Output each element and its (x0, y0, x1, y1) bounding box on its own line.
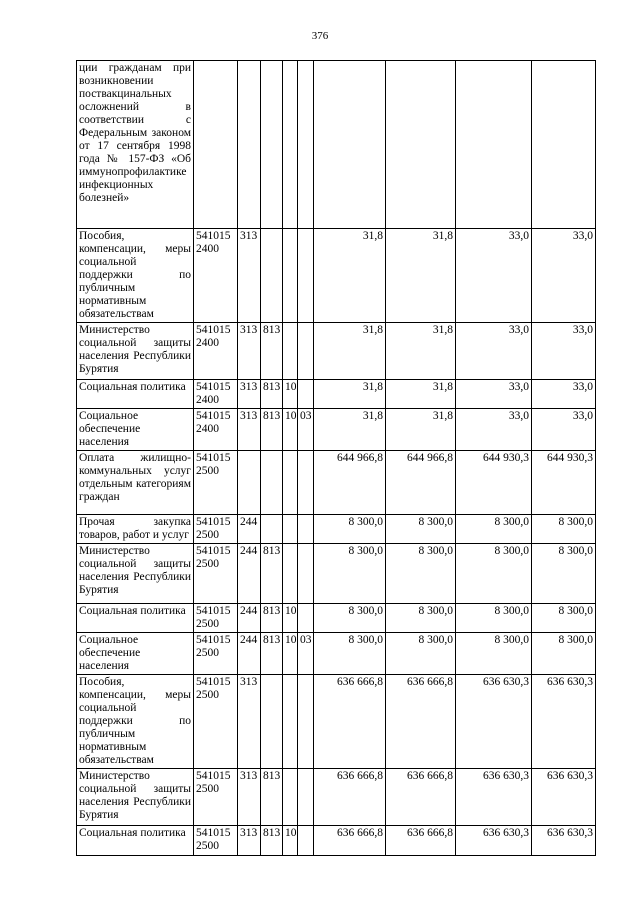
cell-section: 10 (283, 409, 298, 451)
table-row (77, 451, 596, 515)
cell-section (283, 515, 298, 544)
cell-ministry-code: 813 (261, 380, 283, 409)
cell-expense-type (238, 451, 261, 515)
table-row (77, 380, 596, 409)
cell-subsection (298, 229, 314, 323)
cell-section: 10 (283, 380, 298, 409)
cell-target-article: 541015 2500 (194, 633, 238, 675)
cell-amount-4: 33,0 (532, 229, 596, 323)
table-row (77, 604, 596, 633)
cell-name: Пособия, компенсации, меры социальной поддержки по публичным нормативным обязательствам (77, 675, 194, 769)
table-row (77, 61, 596, 229)
cell-section: 10 (283, 633, 298, 675)
cell-expense-type: 313 (238, 826, 261, 856)
cell-target-article: 541015 2500 (194, 515, 238, 544)
cell-subsection (298, 515, 314, 544)
cell-subsection: 03 (298, 633, 314, 675)
cell-section (283, 61, 298, 229)
cell-expense-type: 313 (238, 323, 261, 380)
cell-expense-type: 313 (238, 769, 261, 826)
cell-name: Социальная политика (77, 826, 194, 856)
cell-target-article: 541015 2400 (194, 409, 238, 451)
cell-target-article: 541015 2400 (194, 323, 238, 380)
table-row (77, 544, 596, 604)
cell-section (283, 769, 298, 826)
cell-amount-2: 636 666,8 (386, 826, 456, 856)
cell-amount-3: 33,0 (456, 409, 532, 451)
cell-amount-3: 644 930,3 (456, 451, 532, 515)
cell-ministry-code (261, 675, 283, 769)
cell-expense-type: 244 (238, 604, 261, 633)
cell-amount-2: 31,8 (386, 323, 456, 380)
cell-target-article: 541015 2500 (194, 604, 238, 633)
cell-amount-2: 8 300,0 (386, 544, 456, 604)
cell-amount-4: 636 630,3 (532, 675, 596, 769)
cell-section (283, 323, 298, 380)
cell-ministry-code: 813 (261, 323, 283, 380)
cell-name: Министерство социальной защиты населения Республики Бурятия (77, 323, 194, 380)
cell-name: Социальная политика (77, 380, 194, 409)
cell-amount-3: 33,0 (456, 323, 532, 380)
cell-expense-type: 313 (238, 380, 261, 409)
cell-ministry-code (261, 451, 283, 515)
cell-section: 10 (283, 604, 298, 633)
cell-subsection (298, 604, 314, 633)
cell-amount-1: 8 300,0 (314, 604, 386, 633)
cell-amount-1: 31,8 (314, 323, 386, 380)
cell-target-article: 541015 2500 (194, 544, 238, 604)
cell-name: Министерство социальной защиты населения Республики Бурятия (77, 544, 194, 604)
cell-expense-type (238, 61, 261, 229)
cell-amount-1: 636 666,8 (314, 675, 386, 769)
cell-amount-4: 8 300,0 (532, 633, 596, 675)
cell-target-article: 541015 2400 (194, 229, 238, 323)
cell-section (283, 544, 298, 604)
cell-amount-3: 8 300,0 (456, 604, 532, 633)
cell-ministry-code: 813 (261, 769, 283, 826)
cell-amount-3: 636 630,3 (456, 675, 532, 769)
cell-amount-2: 8 300,0 (386, 515, 456, 544)
cell-ministry-code (261, 61, 283, 229)
cell-amount-4: 8 300,0 (532, 544, 596, 604)
cell-target-article (194, 61, 238, 229)
cell-amount-4: 636 630,3 (532, 769, 596, 826)
cell-subsection (298, 380, 314, 409)
cell-amount-1: 8 300,0 (314, 515, 386, 544)
cell-amount-2: 8 300,0 (386, 604, 456, 633)
table-row (77, 515, 596, 544)
cell-name: Министерство социальной защиты населения Республики Бурятия (77, 769, 194, 826)
cell-ministry-code: 813 (261, 826, 283, 856)
cell-name: Пособия, компенсации, меры социальной поддержки по публичным нормативным обязательствам (77, 229, 194, 323)
cell-amount-4: 33,0 (532, 323, 596, 380)
cell-section: 10 (283, 826, 298, 856)
cell-amount-3: 33,0 (456, 229, 532, 323)
cell-amount-3: 8 300,0 (456, 544, 532, 604)
table-row (77, 769, 596, 826)
cell-amount-3: 8 300,0 (456, 515, 532, 544)
cell-name: Социальное обеспечение населения (77, 633, 194, 675)
cell-amount-2: 31,8 (386, 409, 456, 451)
cell-target-article: 541015 2500 (194, 826, 238, 856)
cell-amount-1: 636 666,8 (314, 826, 386, 856)
cell-target-article: 541015 2500 (194, 451, 238, 515)
page-number: 376 (311, 30, 329, 42)
cell-amount-2: 644 966,8 (386, 451, 456, 515)
cell-subsection (298, 826, 314, 856)
cell-ministry-code: 813 (261, 633, 283, 675)
budget-table (76, 60, 596, 856)
cell-ministry-code (261, 229, 283, 323)
cell-ministry-code: 813 (261, 604, 283, 633)
cell-name: Прочая закупка товаров, работ и услуг (77, 515, 194, 544)
cell-expense-type: 313 (238, 409, 261, 451)
cell-amount-1: 644 966,8 (314, 451, 386, 515)
cell-amount-2: 31,8 (386, 380, 456, 409)
cell-amount-2: 636 666,8 (386, 769, 456, 826)
cell-amount-3: 636 630,3 (456, 769, 532, 826)
cell-subsection (298, 323, 314, 380)
cell-section (283, 675, 298, 769)
cell-expense-type: 313 (238, 229, 261, 323)
cell-subsection (298, 544, 314, 604)
cell-amount-4: 8 300,0 (532, 515, 596, 544)
cell-subsection (298, 769, 314, 826)
cell-amount-2: 636 666,8 (386, 675, 456, 769)
table-row (77, 826, 596, 856)
cell-amount-1 (314, 61, 386, 229)
cell-name: Социальное обеспечение населения (77, 409, 194, 451)
cell-amount-2: 8 300,0 (386, 633, 456, 675)
cell-amount-1: 31,8 (314, 229, 386, 323)
cell-ministry-code: 813 (261, 409, 283, 451)
cell-amount-1: 31,8 (314, 380, 386, 409)
table-row (77, 633, 596, 675)
cell-amount-2: 31,8 (386, 229, 456, 323)
cell-section (283, 229, 298, 323)
cell-amount-1: 636 666,8 (314, 769, 386, 826)
cell-target-article: 541015 2400 (194, 380, 238, 409)
cell-section (283, 451, 298, 515)
cell-amount-3: 33,0 (456, 380, 532, 409)
table-row (77, 229, 596, 323)
cell-ministry-code (261, 515, 283, 544)
cell-amount-3 (456, 61, 532, 229)
cell-amount-1: 8 300,0 (314, 633, 386, 675)
cell-amount-3: 8 300,0 (456, 633, 532, 675)
table-row (77, 323, 596, 380)
cell-amount-4: 8 300,0 (532, 604, 596, 633)
cell-target-article: 541015 2500 (194, 675, 238, 769)
cell-target-article: 541015 2500 (194, 769, 238, 826)
cell-ministry-code: 813 (261, 544, 283, 604)
cell-subsection (298, 675, 314, 769)
cell-amount-1: 8 300,0 (314, 544, 386, 604)
cell-name: Социальная политика (77, 604, 194, 633)
cell-amount-4: 33,0 (532, 409, 596, 451)
cell-amount-4: 33,0 (532, 380, 596, 409)
cell-amount-2 (386, 61, 456, 229)
cell-amount-4 (532, 61, 596, 229)
cell-amount-3: 636 630,3 (456, 826, 532, 856)
table-body (77, 61, 596, 856)
cell-amount-4: 644 930,3 (532, 451, 596, 515)
cell-subsection (298, 61, 314, 229)
cell-expense-type: 244 (238, 633, 261, 675)
table-row (77, 675, 596, 769)
cell-expense-type: 244 (238, 515, 261, 544)
cell-expense-type: 313 (238, 675, 261, 769)
cell-subsection: 03 (298, 409, 314, 451)
cell-amount-1: 31,8 (314, 409, 386, 451)
cell-name: ции гражданам при возникновении поствакцинальных осложнений в соответствии с Федеральным законом от 17 сентября 1998 года № 157-ФЗ «Об иммунопрофилактике инфекционных болезней» (77, 61, 194, 229)
cell-name: Оплата жилищно-коммунальных услуг отдельным категориям граждан (77, 451, 194, 515)
cell-amount-4: 636 630,3 (532, 826, 596, 856)
table-row (77, 409, 596, 451)
cell-subsection (298, 451, 314, 515)
cell-expense-type: 244 (238, 544, 261, 604)
